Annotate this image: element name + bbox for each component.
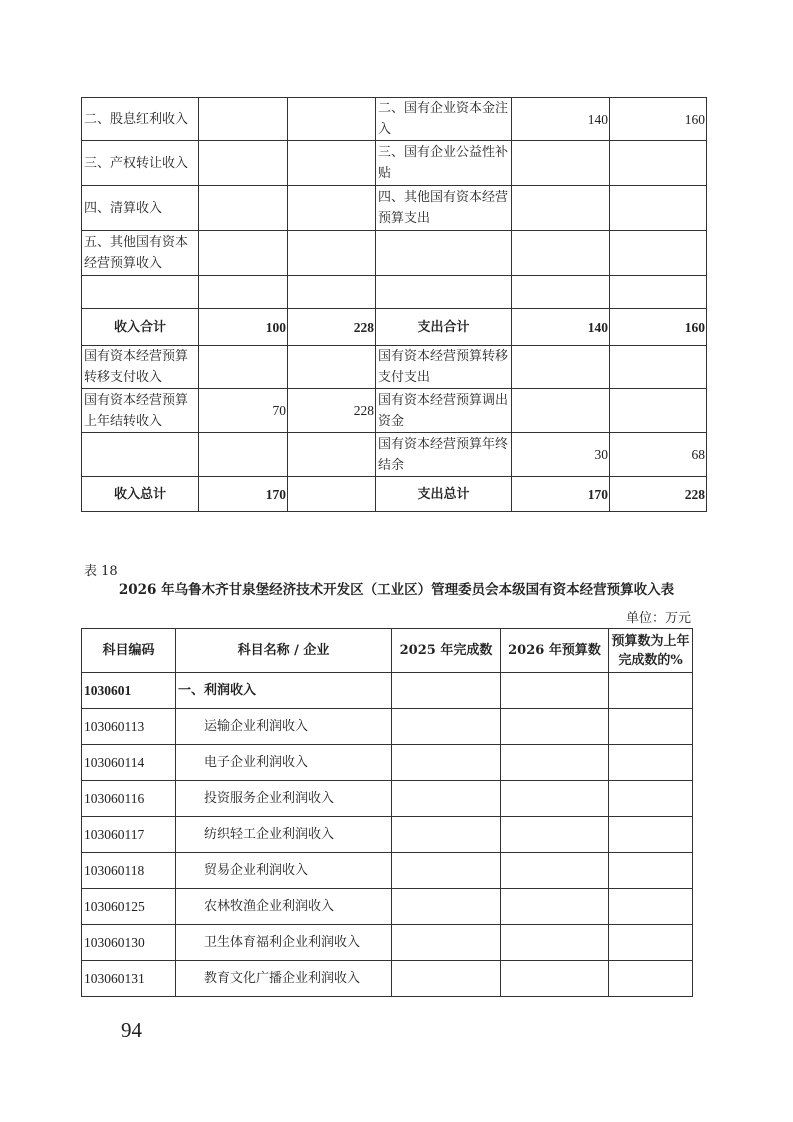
expense-2026 xyxy=(610,186,707,231)
income-2025: 100 xyxy=(199,309,288,346)
budget-2026 xyxy=(501,709,609,745)
percent-of-prior xyxy=(609,673,693,709)
table-row xyxy=(82,745,693,781)
expense-2025 xyxy=(512,389,610,433)
total-row xyxy=(82,477,707,512)
table-row xyxy=(82,231,707,276)
income-2026 xyxy=(288,231,376,276)
table-row xyxy=(82,389,707,433)
actual-2025 xyxy=(392,817,501,853)
header-name: 科目名称 / 企业 xyxy=(176,629,392,673)
income-item: 五、其他国有资本经营预算收入 xyxy=(82,231,199,276)
expense-2025 xyxy=(512,141,610,186)
subject-name: 运输企业利润收入 xyxy=(176,709,392,745)
income-item xyxy=(82,433,199,477)
subject-code: 103060131 xyxy=(82,961,176,997)
header-2025-actual: 2025 年完成数 xyxy=(392,629,501,673)
budget-2026 xyxy=(501,817,609,853)
table-row xyxy=(82,709,693,745)
expense-2025: 30 xyxy=(512,433,610,477)
expense-2025: 140 xyxy=(512,98,610,141)
expense-item: 国有资本经营预算调出资金 xyxy=(376,389,512,433)
expense-2026 xyxy=(610,231,707,276)
subject-code: 103060116 xyxy=(82,781,176,817)
expense-label: 支出总计 xyxy=(376,477,512,512)
income-2026 xyxy=(288,346,376,389)
income-2025 xyxy=(199,433,288,477)
income-2025 xyxy=(199,346,288,389)
income-2025 xyxy=(199,276,288,309)
actual-2025 xyxy=(392,745,501,781)
income-item: 二、股息红利收入 xyxy=(82,98,199,141)
income-2026 xyxy=(288,141,376,186)
expense-2026 xyxy=(610,389,707,433)
expense-item: 四、其他国有资本经营预算支出 xyxy=(376,186,512,231)
income-2026: 228 xyxy=(288,389,376,433)
expense-2025 xyxy=(512,346,610,389)
income-label: 收入合计 xyxy=(82,309,199,346)
expense-item: 国有资本经营预算转移支付支出 xyxy=(376,346,512,389)
budget-2026 xyxy=(501,745,609,781)
subject-code: 103060113 xyxy=(82,709,176,745)
percent-of-prior xyxy=(609,889,693,925)
expense-item: 国有资本经营预算年终结余 xyxy=(376,433,512,477)
income-2025 xyxy=(199,231,288,276)
subject-name: 卫生体育福利企业利润收入 xyxy=(176,925,392,961)
table-row xyxy=(82,853,693,889)
expense-2025: 170 xyxy=(512,477,610,512)
budget-2026 xyxy=(501,889,609,925)
table-row xyxy=(82,98,707,141)
subject-code: 1030601 xyxy=(82,673,176,709)
table-title: 2026 年乌鲁木齐甘泉堡经济技术开发区（工业区）管理委员会本级国有资本经营预算收入表 xyxy=(118,582,675,598)
subject-name: 投资服务企业利润收入 xyxy=(176,781,392,817)
budget-2026 xyxy=(501,781,609,817)
table-row xyxy=(82,186,707,231)
income-2025 xyxy=(199,141,288,186)
unit-label: 单位：万元 xyxy=(625,611,691,626)
income-2026 xyxy=(288,276,376,309)
income-2025: 70 xyxy=(199,389,288,433)
income-2025 xyxy=(199,98,288,141)
expense-label: 支出合计 xyxy=(376,309,512,346)
table-row xyxy=(82,141,707,186)
table-row xyxy=(82,346,707,389)
header-2026-budget: 2026 年预算数 xyxy=(501,629,609,673)
page-number: 94 xyxy=(121,1018,142,1042)
expense-2025 xyxy=(512,186,610,231)
subject-code: 103060117 xyxy=(82,817,176,853)
actual-2025 xyxy=(392,889,501,925)
subject-name: 一、利润收入 xyxy=(176,673,392,709)
expense-2025 xyxy=(512,231,610,276)
table-caption: 表 18 xyxy=(84,564,118,579)
expense-item: 二、国有企业资本金注入 xyxy=(376,98,512,141)
budget-2026 xyxy=(501,673,609,709)
percent-of-prior xyxy=(609,817,693,853)
percent-of-prior xyxy=(609,961,693,997)
expense-2026: 68 xyxy=(610,433,707,477)
income-2025: 170 xyxy=(199,477,288,512)
table-row xyxy=(82,817,693,853)
income-2026 xyxy=(288,477,376,512)
expense-2026: 228 xyxy=(610,477,707,512)
percent-of-prior xyxy=(609,709,693,745)
header-code: 科目编码 xyxy=(82,629,176,673)
actual-2025 xyxy=(392,925,501,961)
table-row xyxy=(82,961,693,997)
income-item: 国有资本经营预算转移支付收入 xyxy=(82,346,199,389)
table-row xyxy=(82,889,693,925)
percent-of-prior xyxy=(609,745,693,781)
expense-2025 xyxy=(512,276,610,309)
expense-2026 xyxy=(610,346,707,389)
subject-code: 103060118 xyxy=(82,853,176,889)
actual-2025 xyxy=(392,709,501,745)
table-row xyxy=(82,276,707,309)
subject-code: 103060130 xyxy=(82,925,176,961)
revenue-expenditure-summary-table xyxy=(81,97,707,512)
percent-of-prior xyxy=(609,925,693,961)
income-item xyxy=(82,276,199,309)
table-row xyxy=(82,925,693,961)
income-2026 xyxy=(288,186,376,231)
actual-2025 xyxy=(392,853,501,889)
income-2026: 228 xyxy=(288,309,376,346)
actual-2025 xyxy=(392,673,501,709)
income-item: 三、产权转让收入 xyxy=(82,141,199,186)
expense-2026: 160 xyxy=(610,309,707,346)
subject-name: 纺织轻工企业利润收入 xyxy=(176,817,392,853)
budget-2026 xyxy=(501,961,609,997)
budget-2026 xyxy=(501,853,609,889)
expense-2026: 160 xyxy=(610,98,707,141)
budget-2026 xyxy=(501,925,609,961)
actual-2025 xyxy=(392,781,501,817)
subject-name: 教育文化广播企业利润收入 xyxy=(176,961,392,997)
subject-code: 103060114 xyxy=(82,745,176,781)
expense-item: 三、国有企业公益性补贴 xyxy=(376,141,512,186)
expense-2026 xyxy=(610,141,707,186)
income-label: 收入总计 xyxy=(82,477,199,512)
income-item: 四、清算收入 xyxy=(82,186,199,231)
expense-2026 xyxy=(610,276,707,309)
percent-of-prior xyxy=(609,853,693,889)
table-row xyxy=(82,673,693,709)
table-row xyxy=(82,433,707,477)
table-header-row xyxy=(82,629,693,673)
subject-name: 农林牧渔企业利润收入 xyxy=(176,889,392,925)
actual-2025 xyxy=(392,961,501,997)
budget-income-table xyxy=(81,628,693,997)
subtotal-row xyxy=(82,309,707,346)
income-2026 xyxy=(288,433,376,477)
percent-of-prior xyxy=(609,781,693,817)
income-item: 国有资本经营预算上年结转收入 xyxy=(82,389,199,433)
income-2025 xyxy=(199,186,288,231)
header-percent: 预算数为上年完成数的% xyxy=(609,629,693,673)
expense-item xyxy=(376,231,512,276)
subject-name: 贸易企业利润收入 xyxy=(176,853,392,889)
subject-name: 电子企业利润收入 xyxy=(176,745,392,781)
expense-item xyxy=(376,276,512,309)
expense-2025: 140 xyxy=(512,309,610,346)
income-2026 xyxy=(288,98,376,141)
table-row xyxy=(82,781,693,817)
subject-code: 103060125 xyxy=(82,889,176,925)
